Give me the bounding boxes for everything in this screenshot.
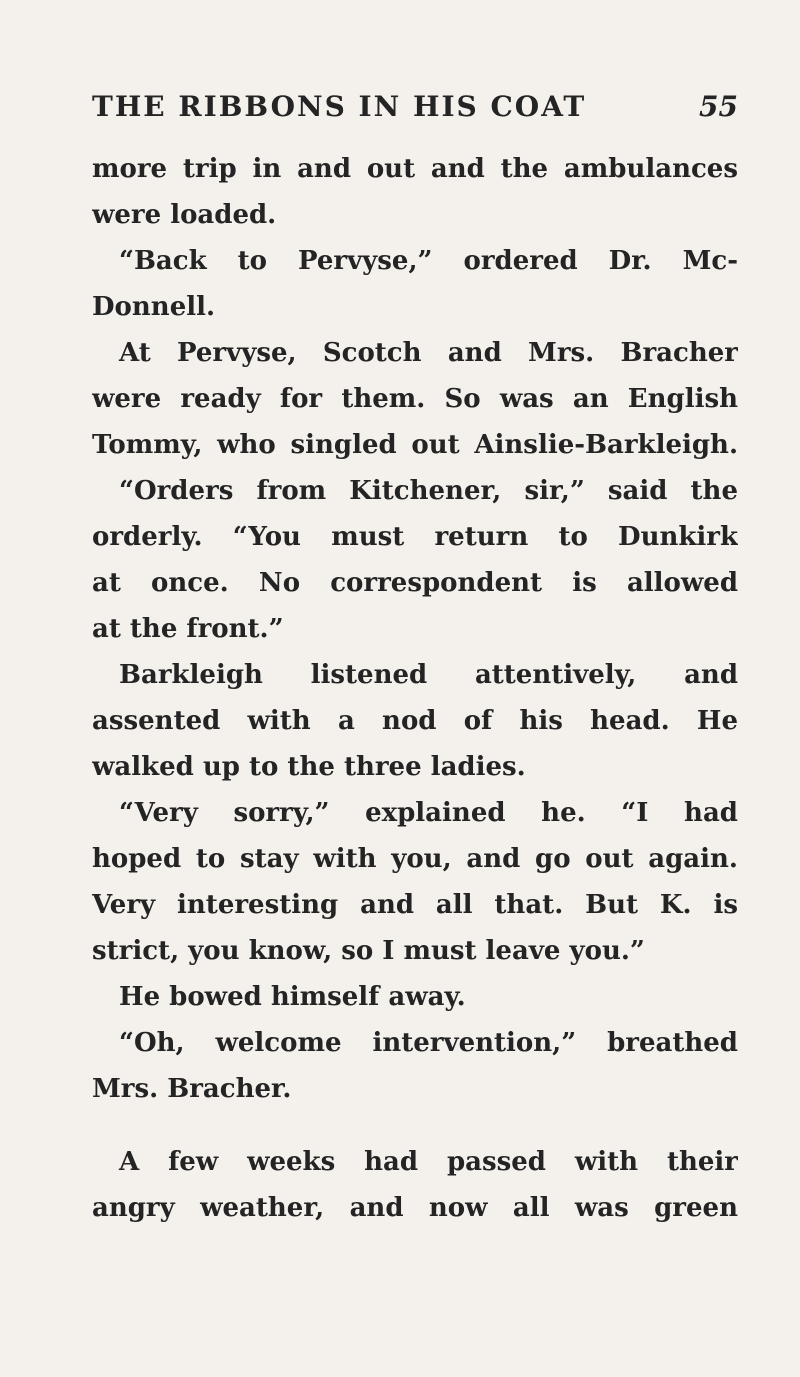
text-line: Tommy, who singled out Ainslie-Barkleigh. (92, 430, 738, 460)
text-line: assented with a nod of his head. He (92, 706, 738, 736)
text-line: Barkleigh listened attentively, and (119, 660, 738, 690)
text-line: strict, you know, so I must leave you.” (92, 936, 645, 966)
text-line: Donnell. (92, 292, 216, 322)
text-line: angry weather, and now all was green (92, 1193, 738, 1223)
text-line: Mrs. Bracher. (92, 1074, 292, 1104)
text-line: A few weeks had passed with their (119, 1147, 738, 1177)
running-head (92, 87, 738, 127)
text-line: were ready for them. So was an English (92, 384, 738, 414)
text-line: “Back to Pervyse,” ordered Dr. Mc- (119, 246, 738, 276)
text-line: hoped to stay with you, and go out again. (92, 844, 738, 874)
text-line: “Very sorry,” explained he. “I had (119, 798, 738, 828)
text-line: orderly. “You must return to Dunkirk (92, 522, 738, 552)
text-line: more trip in and out and the ambulances (92, 154, 738, 184)
text-line: were loaded. (92, 200, 277, 230)
text-line: He bowed himself away. (119, 982, 466, 1012)
text-line: At Pervyse, Scotch and Mrs. Bracher (119, 338, 738, 368)
text-line: walked up to the three ladies. (92, 752, 526, 782)
text-line: “Oh, welcome intervention,” breathed (119, 1028, 738, 1058)
text-line: at once. No correspondent is allowed (92, 568, 738, 598)
text-line: Very interesting and all that. But K. is (92, 890, 738, 920)
text-line: “Orders from Kitchener, sir,” said the (119, 476, 738, 506)
text-line: at the front.” (92, 614, 284, 644)
running-head-title: THE RIBBONS IN HIS COAT (92, 90, 587, 123)
page-number: 55 (699, 90, 738, 123)
